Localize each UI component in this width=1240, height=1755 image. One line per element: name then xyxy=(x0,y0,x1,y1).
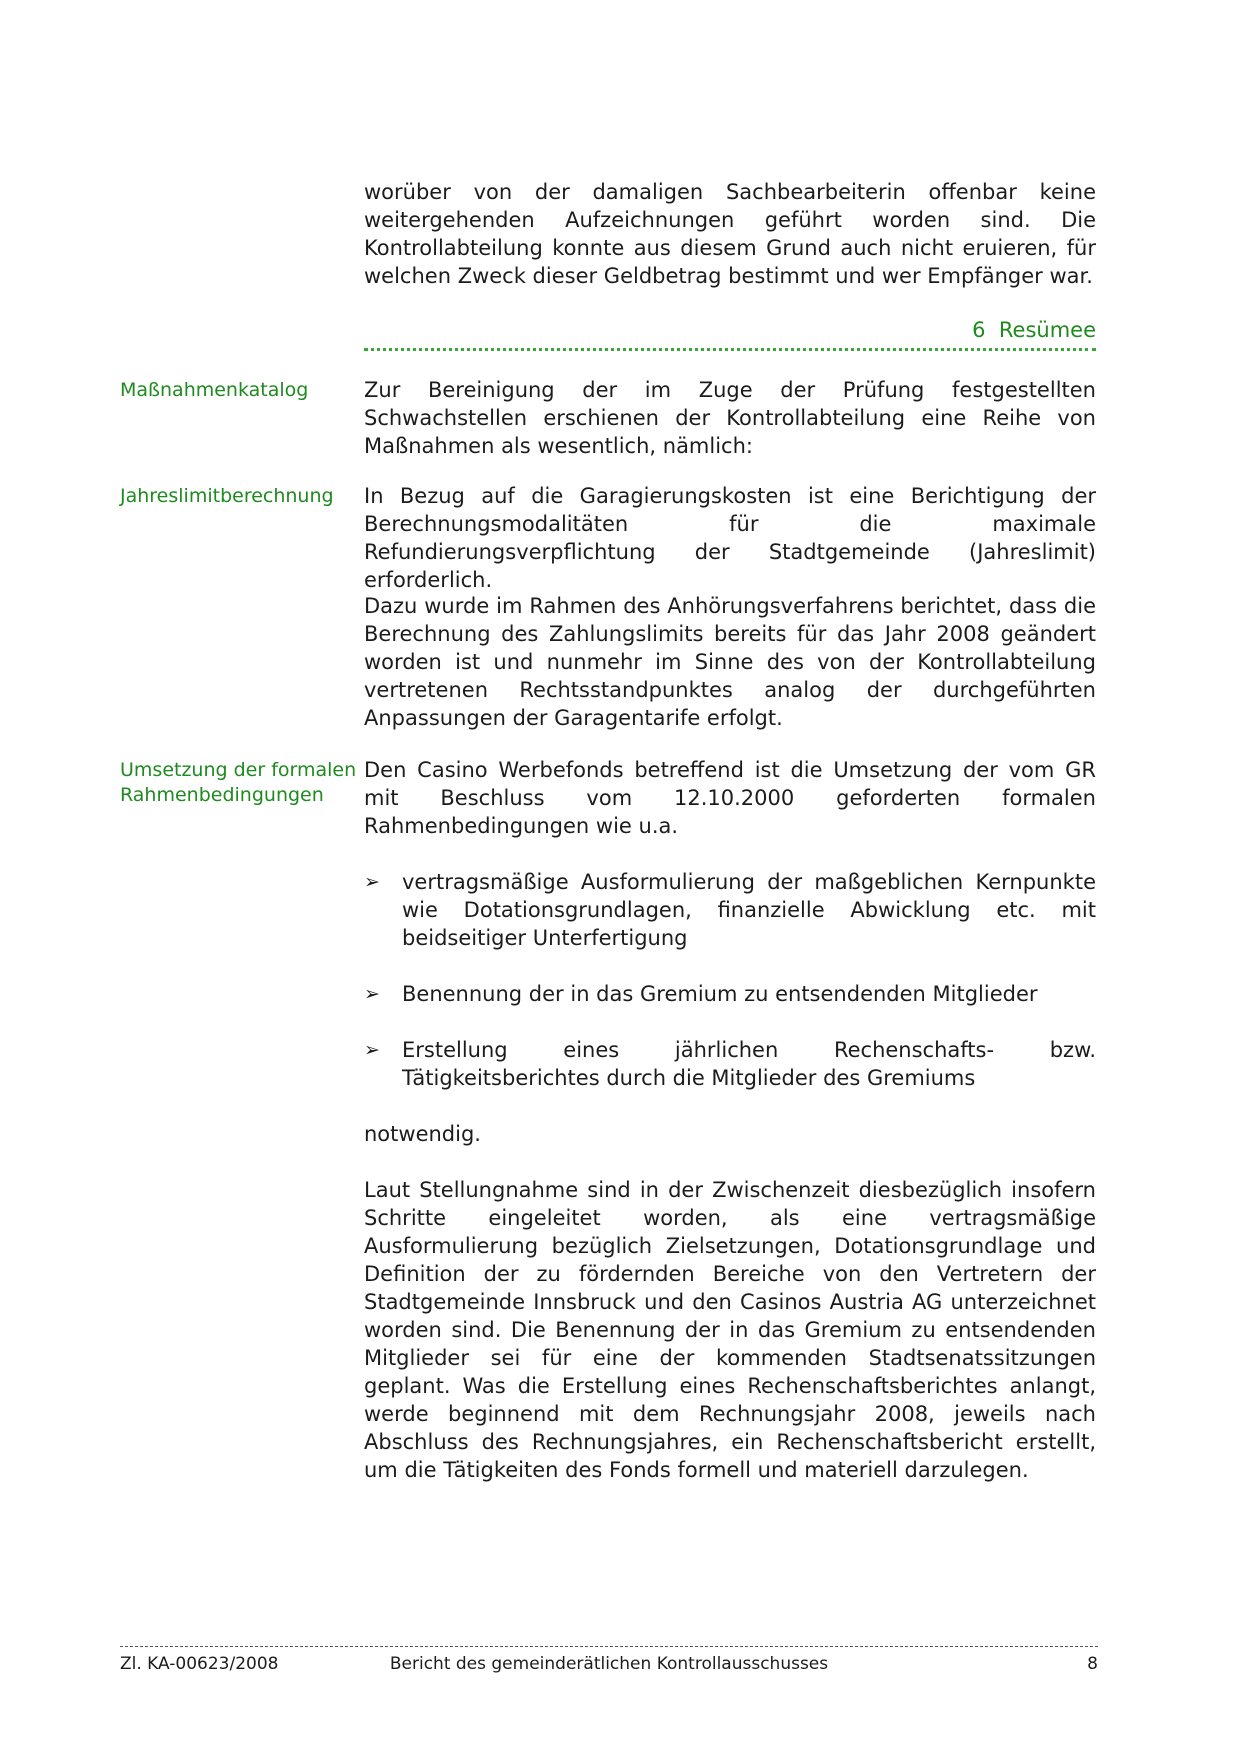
paragraph-umsetzung-intro-text: Den Casino Werbefonds betreffend ist die Umsetzung der vom GR mit Beschluss vom 12.10.2000 geforderten formalen Rahmenbedingungen wie u.a. xyxy=(364,758,1096,838)
paragraph-notwendig-text: notwendig. xyxy=(364,1122,481,1146)
section-title: Resümee xyxy=(998,318,1096,342)
paragraph-jahreslimit-1-text: In Bezug auf die Garagierungskosten ist eine Berichtigung der Berechnungsmodalitäten für die maximale Refundierungsverpflichtung der Stadtgemeinde (Jahreslimit) erforderlich. xyxy=(364,484,1096,592)
list-item-text: Benennung der in das Gremium zu entsendenden Mitglieder xyxy=(402,982,1038,1006)
list-item xyxy=(364,1036,1096,1092)
intro-paragraph-text: worüber von der damaligen Sachbearbeiterin offenbar keine weitergehenden Aufzeichnungen geführt worden sind. Die Kontrollabteilung konnte aus diesem Grund auch nicht eruieren, für welchen Zweck dieser Geldbetrag bestimmt und wer Empfänger war. xyxy=(364,180,1096,288)
paragraph-jahreslimit-2-text: Dazu wurde im Rahmen des Anhörungsverfahrens berichtet, dass die Berechnung des Zahlungslimits bereits für das Jahr 2008 geändert worden ist und nunmehr im Sinne des von der Kontrollabteilung vertretenen Rechtsstandpunktes analog der durchgeführten Anpassungen der Garagentarife erfolgt. xyxy=(364,594,1096,730)
page-footer xyxy=(120,1652,1098,1676)
list-item xyxy=(364,868,1096,952)
section-divider xyxy=(364,348,1096,351)
paragraph-jahreslimit-1 xyxy=(364,482,1096,594)
paragraph-notwendig xyxy=(364,1120,1096,1148)
paragraph-umsetzung-intro xyxy=(364,756,1096,840)
arrow-bullet-icon: ➢ xyxy=(364,1039,380,1061)
section-number: 6 xyxy=(972,318,986,342)
paragraph-stellungnahme xyxy=(364,1176,1096,1484)
footer-title: Bericht des gemeinderätlichen Kontrollausschusses xyxy=(389,1654,829,1674)
paragraph-massnahmen xyxy=(364,376,1096,460)
paragraph-stellungnahme-text: Laut Stellungnahme sind in der Zwischenzeit diesbezüglich insofern Schritte eingeleitet worden, als eine vertragsmäßige Ausformulierung bezüglich Zielsetzungen, Dotationsgrundlage und Definition der zu fördernden Bereiche von den Vertretern der Stadtgemeinde Innsbruck und den Casinos Austria AG unterzeichnet worden sind. Die Benennung der in das Gremium zu entsendenden Mitglieder sei für eine der kommenden Stadtsenatssitzungen geplant. Was die Erstellung eines Rechenschaftsberichtes anlangt, werde beginnend mit dem Rechnungsjahr 2008, jeweils nach Abschluss des Rechnungsjahres, ein Rechenschaftsbericht erstellt, um die Tätigkeiten des Fonds formell und materiell darzulegen. xyxy=(364,1178,1096,1482)
footer-reference: Zl. KA-00623/2008 xyxy=(120,1654,279,1674)
paragraph-jahreslimit-2 xyxy=(364,592,1096,732)
margin-label-jahreslimitberechnung: Jahreslimitberechnung xyxy=(120,485,334,507)
intro-paragraph xyxy=(364,178,1096,290)
arrow-bullet-icon: ➢ xyxy=(364,871,380,893)
paragraph-massnahmen-text: Zur Bereinigung der im Zuge der Prüfung festgestellten Schwachstellen erschienen der Kontrollabteilung eine Reihe von Maßnahmen als wesentlich, nämlich: xyxy=(364,378,1096,458)
list-item xyxy=(364,980,1096,1008)
section-heading xyxy=(364,316,1096,344)
list-item-text: vertragsmäßige Ausformulierung der maßgeblichen Kernpunkte wie Dotationsgrundlagen, finanzielle Abwicklung etc. mit beidseitiger Unterfertigung xyxy=(402,870,1096,950)
footer-divider xyxy=(120,1646,1098,1647)
arrow-bullet-icon: ➢ xyxy=(364,983,380,1005)
margin-label-massnahmenkatalog: Maßnahmenkatalog xyxy=(120,379,309,401)
list-item-text: Erstellung eines jährlichen Rechenschafts- bzw. Tätigkeitsberichtes durch die Mitglieder des Gremiums xyxy=(402,1038,1096,1090)
margin-label-umsetzung: Umsetzung der formalen Rahmenbedingungen xyxy=(120,759,357,806)
footer-page-number: 8 xyxy=(1087,1654,1098,1674)
